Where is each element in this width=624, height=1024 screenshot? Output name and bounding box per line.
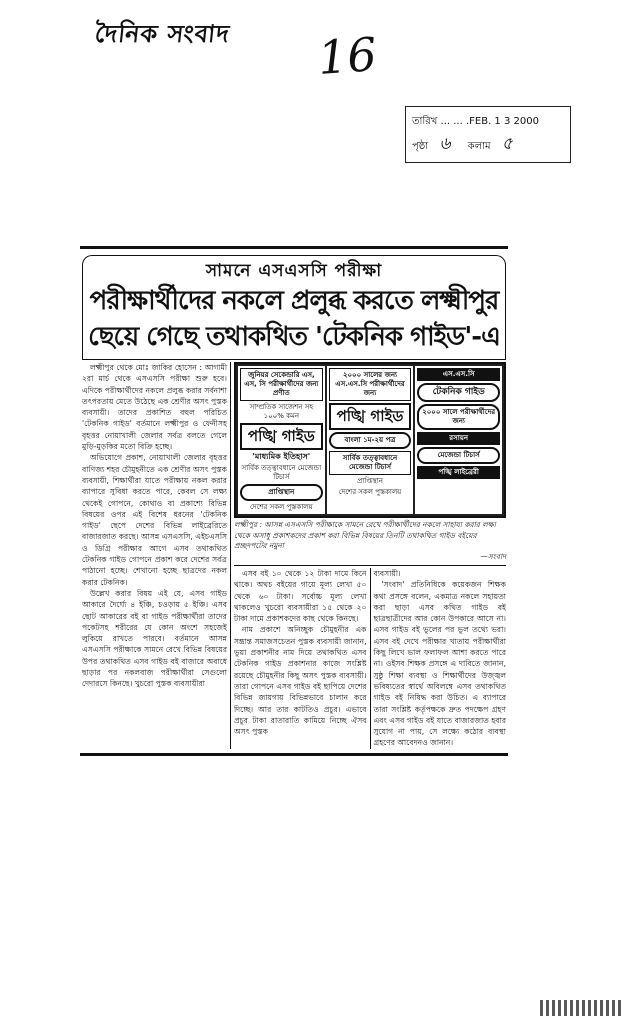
page-label: পৃষ্ঠা xyxy=(412,141,429,152)
article-body xyxy=(82,359,506,749)
cover-title: পঙ্খি গাইড xyxy=(240,423,323,450)
column-value: ৫ xyxy=(501,134,513,154)
paragraph: এসব বই ১০ থেকে ১২ টাকা দামে কিনে থাকে। অথচ বইয়ের গায়ে মূল্য লেখা ৫০ থেকে ৬০ টাকা। সর্বোচ্চ মূল্য লেখা থাকলেও খুচরো ব্যবসায়ীরা ১৫ থেকে ২০ টাকা দামে প্রকাশকদের কাছ থেকে কিনছে। xyxy=(234,569,367,624)
article-column-3 xyxy=(374,568,507,749)
cover-note: মেজেন্ডা টিচার্স xyxy=(417,447,500,464)
caption-text: লক্ষ্মীপুর : আসন্ন এসএসসি পরীক্ষাকে সামনে রেখে পরীক্ষার্থীদের নকলে সাহায্য করার লক্ষ্য থেকে অসাধু প্রকাশকদের প্রকাশ করা বিভিন্ন বিষয়ের তিনটি তথাকথিত গাইড বইয়ের প্রচ্ছদপটের নমুনা xyxy=(234,520,496,550)
headline-box xyxy=(82,255,506,359)
newspaper-clipping xyxy=(80,246,508,756)
cover-note: সার্বিক তত্ত্বাবধানে মেজেন্ডা টিচার্স xyxy=(241,464,322,481)
cover-middle xyxy=(327,366,414,514)
cover-footer: দেশের সকল পুস্তকালয় xyxy=(338,488,402,496)
cover-note: সার্বিক তত্ত্বাবধানে মেজেন্ডা টিচার্স xyxy=(329,451,412,475)
paragraph: ব্যবসায়ী। xyxy=(373,569,401,578)
cover-publisher: প্রাপ্তিস্থান xyxy=(240,484,323,501)
paragraph: অভিযোগে প্রকাশ, নোয়াখালী জেলার বৃহত্তর বাণিজ্য শহর চৌমুহনীতে এক শ্রেণীর অসৎ পুস্তক ব্যবসায়ী, শিক্ষার্থীরা যাতে পরীক্ষায় নকল করার ব্যাপারে সুবিধা করতে পারে, কেবল সে লক্ষ্য থেকেই গোপনে, কোথাও বা প্রকাশ্যে বিভিন্ন বিষয়ের ওপর এই বিশেষ ধরনের 'টেকনিক গাইড' ছেপে দেশের বিভিন্ন লাইব্রেরিতে বাজারজাত করছে। আসন্ন এসএসসি, এইচএসসি ও ডিগ্রি পরীক্ষার আগে এসব তথাকথিত টেকনিক গাইড গোপনে প্রকাশ করে দেশের সর্বত্র পাঠানো হচ্ছে। শেখানো হচ্ছে ছাত্রদের নকল করার টেকনিক। xyxy=(82,453,228,587)
cover-subject: 'মাধ্যমিক ইতিহাস' xyxy=(252,452,311,461)
paragraph: উল্লেখ করার বিষয় এই যে, এসব গাইড আকারে দৈর্ঘ্যে ৪ ইঞ্চি, চওড়ায় ৫ ইঞ্চি। এসব ছোট আকারের বই বা গাইড পরীক্ষার্থীরা তাদের পকেটসহ শরীরের যে কোন অংশে সহজেই লুকিয়ে রাখতে পারবে। বর্তমানে আসন্ন এসএসসি পরীক্ষাকে সামনে রেখে বিভিন্ন বিষয়ের উপর তথাকথিত এসব গাইড বই বাজারে অবাধে ছাড়ার পর নকলবাজ পরীক্ষার্থীরা সেগুলো দেদারসে কিনছে। খুচরো পুস্তক ব্যবসায়ীরা xyxy=(82,588,227,689)
headline-line-2: ছেয়ে গেছে তথাকথিত 'টেকনিক গাইড'-এ xyxy=(88,322,500,352)
archive-stamp: তারিখ ... ... .FEB. 1 3 2000 পৃষ্ঠা ৬ কলাম ৫ xyxy=(405,106,571,163)
cover-title: পঙ্খি গাইড xyxy=(329,403,412,430)
cover-top-text: এস.এস.সি xyxy=(417,368,500,381)
paragraph: নাম প্রকাশে অনিচ্ছুক চৌমুহনীর এক সম্ভ্রান্ত সমাজসচেতন পুস্তক ব্যবসায়ী জানান, ভুয়া প্রকাশনীর নাম দিয়ে তথাকথিত এসব টেকনিক গাইড প্রকাশনার কাজে সংশ্লিষ্ট রয়েছে চৌমুহনীর কিছু অসৎ পুস্তক ব্যবসায়ী। তারা গোপনে এসব গাইড বই ছাপিয়ে দেশের বিভিন্ন জায়গায় বিভিন্নভাবে চালান করে দিচ্ছে। আর তার কাটতিও প্রচুর। এভাবে প্রচুর টাকা রাতারাতি কামিয়ে নিচ্ছে ঐসব অসৎ পুস্তক xyxy=(234,625,367,737)
cover-sub-text: ২০০০ সালে পরীক্ষার্থীদের জন্য xyxy=(417,404,500,430)
article-column-1 xyxy=(82,362,231,749)
cover-subject: বাংলা ১ম-২য় পত্র xyxy=(329,432,412,449)
scan-artifact xyxy=(540,1000,624,1016)
image-caption xyxy=(234,518,506,566)
paragraph: 'সংবাদ' প্রতিনিধিকে কয়েকজন শিক্ষক কথা প্রসঙ্গে বলেন, একমাত্র নকলে সহায়তা করা ছাড়া এসব কথিত গাইড বই ছাত্রছাত্রীদের আর কোন উপকারে আসে না। এসব গাইড বই ভুলের পর ভুল তথ্যে ভরা। এসব বই দেখে পরীক্ষার খাতায় পরীক্ষার্থীরা কিছু লিখে ভাল ফলাফল আশা করতে পারে না। ওইসব শিক্ষক প্রসঙ্গে এ দাবিতে জানান, সুষ্ঠু শিক্ষা ব্যবস্থা ও শিক্ষার্থীদের উজ্জ্বল ভবিষ্যতের স্বার্থে অবিলম্বে এসব তথাকথিত গাইড বই নিষিদ্ধ করা উচিত। এ ব্যাপারে তারা সংশ্লিষ্ট কর্তৃপক্ষকে দ্রুত পদক্ষেপ গ্রহণ এবং এসব গাইড বই যাতে বাজারজাত হবার সুযোগ না পায়, সে লক্ষ্যে কঠোর ব্যবস্থা গ্রহণের আবেদনও জানান। xyxy=(373,580,506,748)
date-label: তারিখ xyxy=(412,116,438,127)
cover-left xyxy=(238,366,325,514)
headline-line-1: পরীক্ষার্থীদের নকলে প্রলুব্ধ করতে লক্ষ্মীপুর xyxy=(89,286,499,316)
cover-top-text: জুনিয়র সেকেন্ডারি এস, এস, সি পরীক্ষার্থীদের জন্য প্রণীত xyxy=(240,368,323,401)
guide-book-covers-image xyxy=(234,362,506,518)
cover-sub-text: সাম্প্রতিক সাজেশন সহ ১০০% কমন xyxy=(249,403,314,420)
newspaper-name: দৈনিক সংবাদ xyxy=(93,19,232,48)
article-right-section xyxy=(234,362,506,749)
cover-title: টেকনিক গাইড xyxy=(417,383,500,402)
cover-right xyxy=(415,366,502,514)
date-value: FEB. 1 3 2000 xyxy=(469,116,539,127)
cover-subject: রসায়ন xyxy=(417,432,500,445)
paragraph: লক্ষ্মীপুর থেকে মোঃ জাকির হোসেন : আগামী ২রা মার্চ থেকে এসএসসি পরীক্ষা শুরু হবে। এদিকে পরীক্ষার্থীদের নকলে প্রলুব্ধ করার সর্বনাশা তৎপরতায় মেতে উঠেছে এক শ্রেণীর অসৎ পুস্তক ব্যবসায়ী। তাদের প্রকাশিত বহুল পরিচিত 'টেকনিক গাইড' বর্তমানে লক্ষ্মীপুর ও ফেনীসহ বৃহত্তর নোয়াখালী জেলার সর্বত্র বলতে গেলে মুড়ি-মুড়কির মতো বিক্রি হচ্ছে। xyxy=(82,363,227,452)
column-label: কলাম xyxy=(467,141,491,152)
cover-top-text: ২০০০ সালের জন্য এস.এস.সি পরীক্ষার্থীদের জন্য xyxy=(329,368,412,401)
cover-footer: দেশের সকল পুস্তকালয় xyxy=(250,503,313,511)
cover-publisher: পঙ্খি লাইব্রেরী xyxy=(417,466,500,479)
cover-publisher: প্রাপ্তিস্থান xyxy=(357,477,383,485)
article-kicker: সামনে এসএসসি পরীক্ষা xyxy=(205,261,383,281)
lower-columns xyxy=(234,566,506,749)
handwritten-page-number: 16 xyxy=(316,27,379,85)
article-column-2 xyxy=(234,568,371,749)
caption-credit: —সংবাদ xyxy=(480,551,506,561)
page-value: ৬ xyxy=(439,134,451,154)
